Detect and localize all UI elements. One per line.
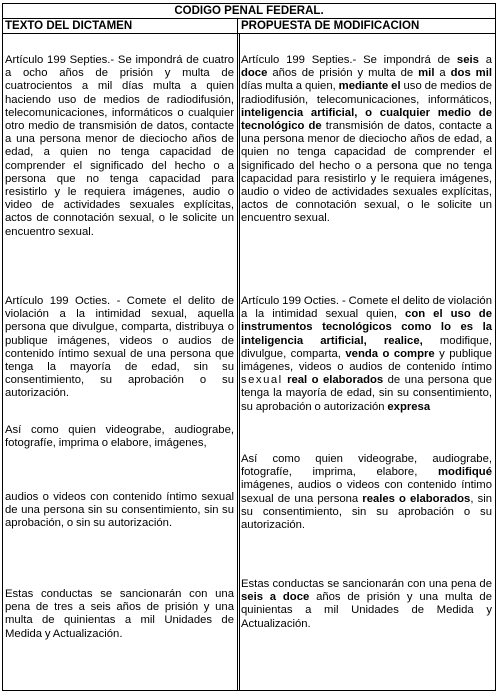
left-paragraph-audios: audios o videos con contenido íntimo sexual de una persona sin su consentimiento, sin su aprobación, o sin su autorización. (5, 491, 234, 530)
right-paragraph-sanciones: Estas conductas se sancionarán con una pena de seis a doce años de prisión y una multa de quinientas a mil Unidades de Medida y Actualización. (241, 578, 492, 630)
right-paragraph-asi-como: Así como quien videograbe, audiograbe, fotografíe, imprima, elabore, modifiqué imágenes, audios o videos con contenido íntimo sexual de una persona reales o elaborados, sin su consentimiento, sin su aprobación o su autorización. (241, 453, 493, 532)
right-article-199-octies: Artículo 199 Octies. - Comete el delito de violación a la intimidad sexual quien, con el uso de instrumentos tecnológicos como lo es la inteligencia artificial, realice, modifique, divulgue, comparta, venda o compre y publique imágenes, videos o audios de contenido íntimo sexual real o elaborados de una persona que tenga la mayoría de edad, sin su consentimiento, su aprobación o autorización expresa (241, 295, 492, 413)
column-header-right: PROPUESTA DE MODIFICACION (238, 19, 496, 34)
right-article-199-septies: Artículo 199 Septies.- Se impondrá de seis a doce años de prisión y multa de mil a dos mil días multa a quien, mediante el uso de medios de radiodifusión, telecomunicaciones, informáticos, inteligencia artificial, o cualquier medio de tecnológico de transmisión de datos, contacte a una persona menor de dieciocho años de edad, a quien no tenga capacidad de comprender el significado del hecho o a persona que no tenga capacidad para resistirlo y le requiera imágenes, audio o video de actividades sexuales explícitas, actos de connotación sexual, o le solicite un encuentro sexual. (241, 54, 493, 225)
left-paragraph-asi-como: Así como quien videograbe, audiograbe, fotografíe, imprima o elabore, imágenes, (5, 424, 234, 450)
left-article-199-septies: Artículo 199 Septies.- Se impondrá de cuatro a ocho años de prisión y multa de cuatrocientos a mil días multa a quien haciendo uso de medios de radiodifusión, telecomunicaciones, informáticos o cualquier otro medio de transmisión de datos, contacte a una persona menor de dieciocho años de edad, a quien no tenga capacidad de comprender el significado del hecho o a persona que no tenga capacidad para resistirlo y le requiera imágenes, audio o video de actividades sexuales explícitas, actos de connotación sexual, o le solicite un encuentro sexual. (5, 54, 234, 238)
column-divider-inner (239, 34, 240, 691)
left-paragraph-sanciones: Estas conductas se sancionarán con una pena de tres a seis años de prisión y una multa de quinientas a mil Unidades de Medida y Actualización. (5, 588, 234, 640)
left-article-199-octies: Artículo 199 Octies. - Comete el delito de violación a la intimidad sexual, aquella persona que divulgue, comparta, distribuya o publique imágenes, videos o audios de contenido íntimo sexual de una persona que tenga la mayoría de edad, sin su consentimiento, su aprobación o su autorización. (5, 295, 234, 400)
document-title: CODIGO PENAL FEDERAL. (2, 3, 496, 19)
column-header-left: TEXTO DEL DICTAMEN (2, 19, 238, 34)
column-divider (237, 19, 238, 691)
